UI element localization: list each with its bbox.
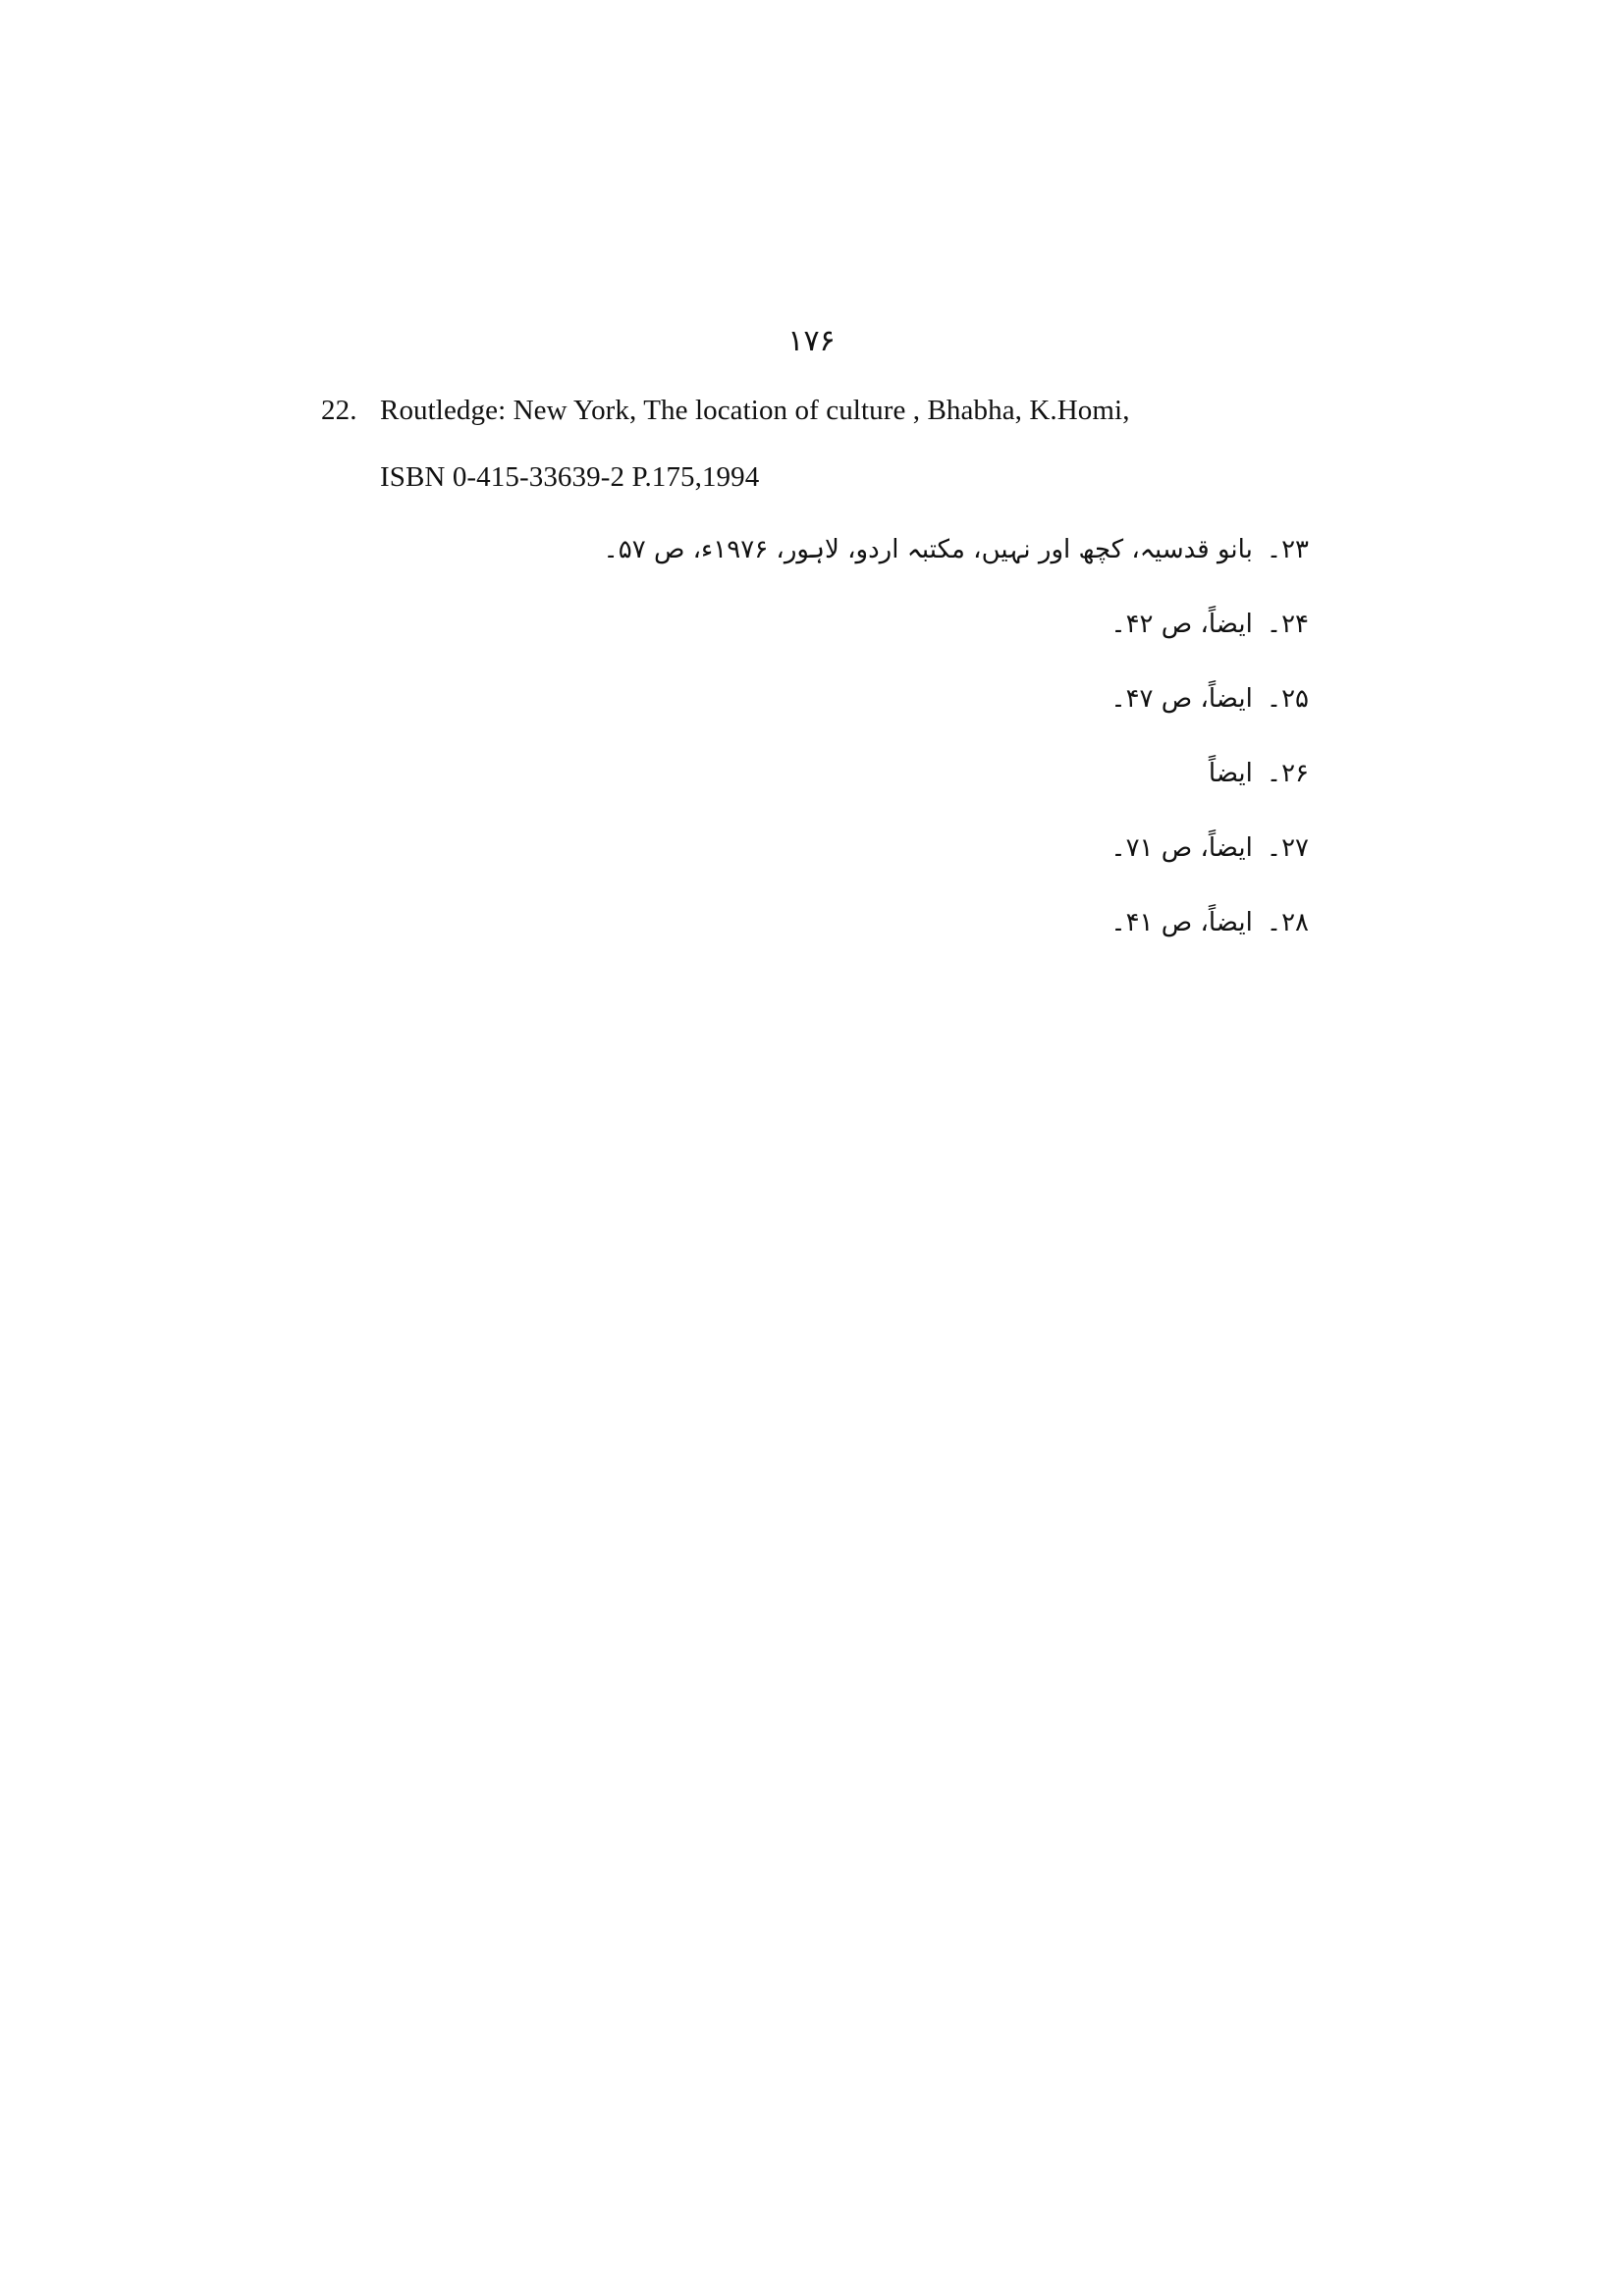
footnote-number: ۲۴۔	[1266, 610, 1309, 639]
footnote-25	[523, 679, 1309, 754]
footnote-number: ۲۸۔	[1266, 908, 1309, 937]
footnote-28	[523, 903, 1309, 978]
footnote-26	[523, 754, 1309, 828]
footnote-24	[523, 605, 1309, 679]
footnote-line-1: Routledge: New York, The location of culture , Bhabha, K.Homi,	[380, 395, 1130, 426]
footnote-23	[523, 530, 1309, 605]
footnote-number: ۲۶۔	[1266, 759, 1309, 788]
footnote-text: ایضاً	[1208, 759, 1253, 788]
footnote-22	[321, 391, 1313, 493]
page-number: ۱۷۶	[787, 324, 836, 358]
footnote-line-2: ISBN 0-415-33639-2 P.175,1994	[380, 461, 760, 493]
footnote-text: ایضاً، ص ۴۱۔	[1110, 908, 1253, 937]
footnote-text: بانو قدسیہ، کچھ اور نہیں، مکتبہ اردو، لاہور، ۱۹۷۶ء، ص ۵۷۔	[603, 535, 1253, 564]
footnote-number: ۲۳۔	[1266, 535, 1309, 564]
urdu-footnotes	[523, 530, 1309, 978]
footnote-27	[523, 828, 1309, 903]
footnote-text: ایضاً، ص ۴۲۔	[1110, 610, 1253, 639]
footnote-text: ایضاً، ص ۷۱۔	[1110, 833, 1253, 863]
footnote-number: ۲۷۔	[1266, 833, 1309, 863]
footnote-text: ایضاً، ص ۴۷۔	[1110, 684, 1253, 714]
footnote-number: ۲۵۔	[1266, 684, 1309, 714]
footnote-number: 22.	[321, 395, 357, 426]
